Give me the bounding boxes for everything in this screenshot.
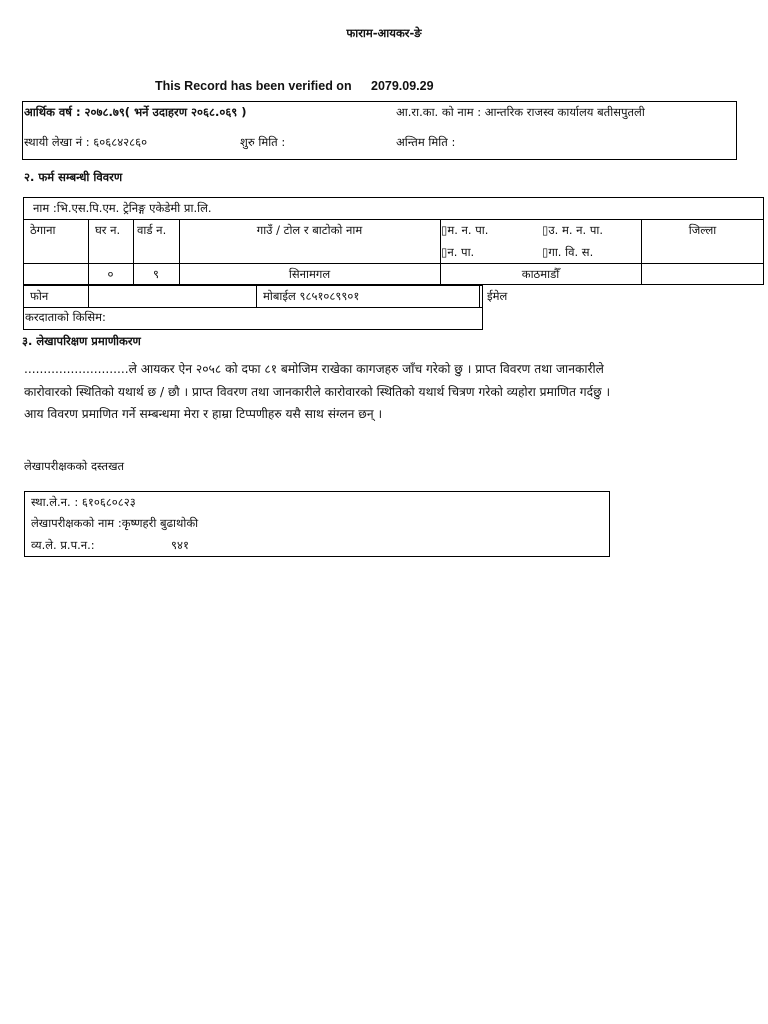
firm-table-rule <box>23 219 764 220</box>
option-unp: ▯उ. म. न. पा. <box>542 223 604 237</box>
option-mnp: ▯म. न. पा. <box>441 223 489 237</box>
value-municipality: काठमाडौँ <box>521 267 560 281</box>
col-street: गाउँ / टोल र बाटोको नाम <box>256 223 363 237</box>
checkbox-icon: ▯ <box>542 245 549 259</box>
contact-table-rule <box>23 307 483 308</box>
tax-office-name: आ.रा.का. को नाम : आन्तरिक राजस्व कार्यालय बतीसपुतली <box>396 105 645 119</box>
option-gavis: ▯गा. वि. स. <box>542 245 594 259</box>
start-date-label: शुरु मिति : <box>240 135 286 149</box>
certification-line-1: ...........................ले आयकर ऐन २०५८ को दफा ८१ बमोजिम राखेका कागजहरु जाँच गरेको छु । प्राप्त विवरण तथा जानकारीले <box>24 362 604 376</box>
contact-table-rule <box>479 285 480 307</box>
firm-name: नाम :भि.एस.पि.एम. ट्रेनिङ्ग एकेडेमी प्रा.लि. <box>33 201 212 215</box>
auditor-name: लेखापरीक्षकको नाम :कृष्णहरी बुढाथोकी <box>31 516 199 530</box>
firm-table-rule <box>23 263 764 264</box>
option-np: ▯न. पा. <box>441 245 475 259</box>
checkbox-icon: ▯ <box>542 223 549 237</box>
contact-table-rule <box>88 285 89 307</box>
signature-label: लेखापरीक्षकको दस्तखत <box>24 459 125 473</box>
auditor-cert-value: ९४१ <box>171 538 189 552</box>
email-label: ईमेल <box>487 289 508 303</box>
col-district: जिल्ला <box>688 223 717 237</box>
end-date-label: अन्तिम मिति : <box>396 135 456 149</box>
section2-title: २. फर्म सम्बन्धी विवरण <box>24 170 123 184</box>
col-address: ठेगाना <box>30 223 56 237</box>
form-title: फाराम-आयकर-ङे <box>346 26 422 40</box>
col-ward-no: वार्ड न. <box>137 223 167 237</box>
certification-line-2: कारोवारको स्थितिको यथार्थ छ / छौ । प्राप्त विवरण तथा जानकारीले कारोवारको स्थितिको यथार्थ चित्रण गरेको व्यहोरा प्रमाणित गर्दछु । <box>24 385 611 399</box>
certification-line-3: आय विवरण प्रमाणित गर्ने सम्बन्धमा मेरा र हाम्रा टिप्पणीहरु यसै साथ संग्लन छन् । <box>24 407 383 421</box>
mobile-number: मोबाईल ९८५१०८९९०१ <box>263 289 360 303</box>
value-ward-no: ९ <box>153 267 159 281</box>
auditor-cert-label: व्य.ले. प्र.प.न.: <box>31 538 95 552</box>
fiscal-year: आर्थिक वर्ष : २०७८.७९( भर्ने उदाहरण २०६८.०६९ ) <box>24 105 247 119</box>
value-house-no: ० <box>107 267 114 281</box>
contact-table-rule <box>256 285 257 307</box>
taxpayer-type: करदाताको किसिम: <box>25 310 106 324</box>
auditor-pan: स्था.ले.न. : ६१०६८०८२३ <box>31 495 136 509</box>
verified-date: 2079.09.29 <box>371 79 434 93</box>
verified-label: This Record has been verified on <box>155 79 352 93</box>
pan-number: स्थायी लेखा नं : ६०६८४२८६० <box>24 135 148 149</box>
checkbox-icon: ▯ <box>441 245 448 259</box>
col-house-no: घर न. <box>95 223 121 237</box>
section3-title: ३. लेखापरिक्षण प्रमाणीकरण <box>22 334 141 348</box>
value-street: सिनामगल <box>288 267 331 281</box>
checkbox-icon: ▯ <box>441 223 448 237</box>
phone-label: फोन <box>30 289 49 303</box>
